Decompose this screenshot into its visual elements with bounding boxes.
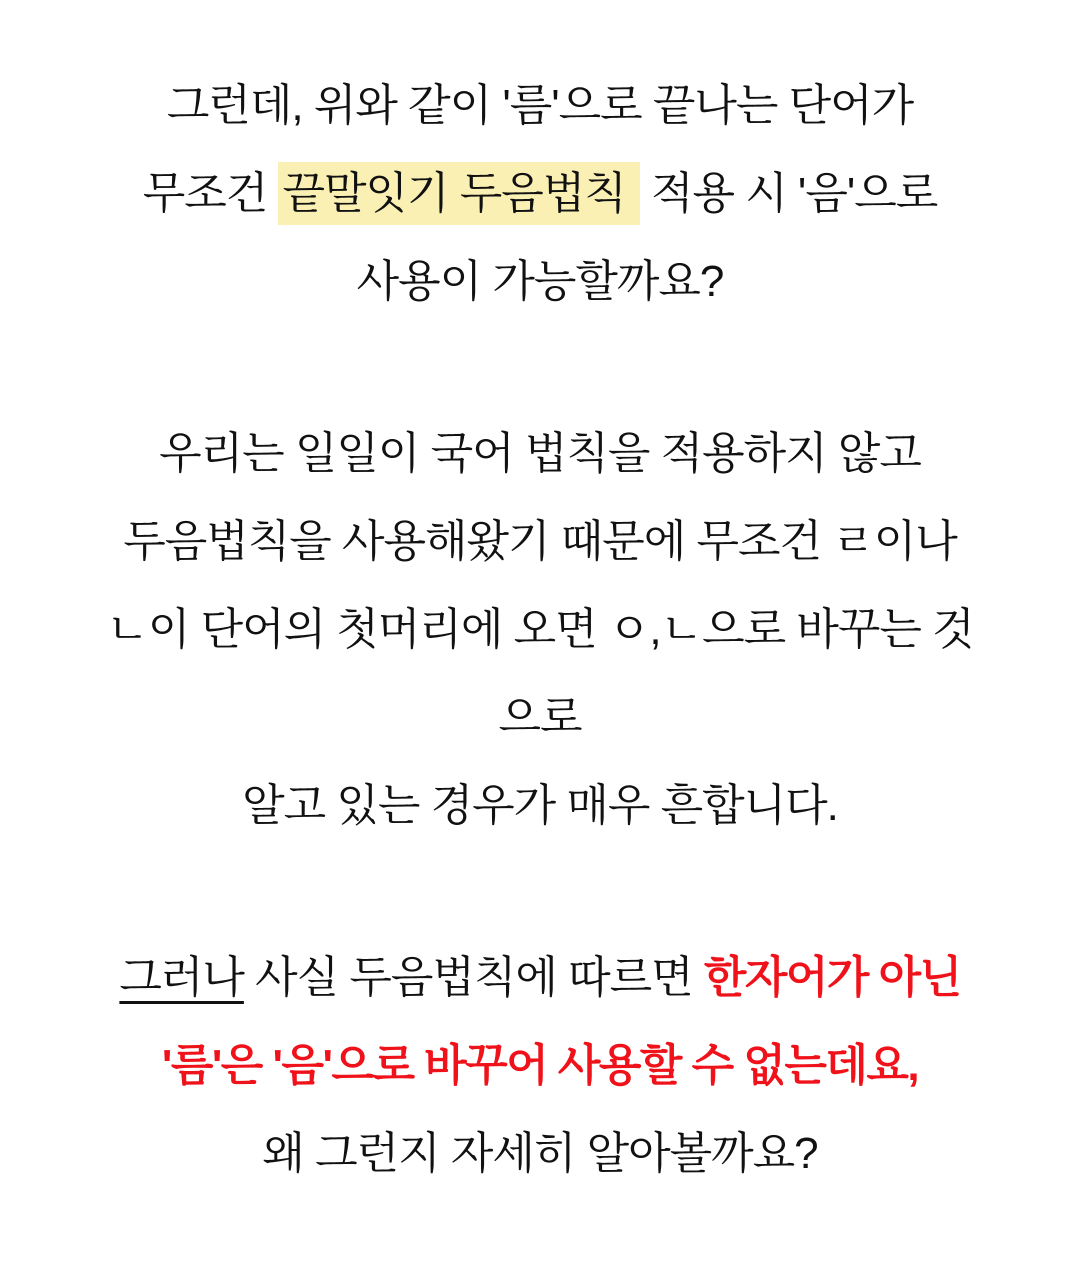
text-line [40,238,1040,326]
body-text: 사실 두음법칙에 따르면 [243,953,704,1002]
paragraph [40,62,1040,326]
text-line [40,934,1040,1022]
red-emphasis-text: '름'은 '음'으로 바꾸어 사용할 수 없는데요, [161,1041,919,1090]
text-line [40,62,1040,150]
text-line [40,150,1040,238]
red-emphasis-text: 한자어가 아닌 [703,953,961,1002]
paragraph [40,934,1040,1198]
text-line [40,674,1040,762]
body-text: 으로 [498,693,582,742]
body-text: 왜 그런지 자세히 알아볼까요? [262,1129,818,1178]
paragraph [40,410,1040,850]
highlighted-text: 끝말잇기 두음법칙 [278,162,639,225]
text-line [40,1110,1040,1198]
body-text: ㄴ이 단어의 첫머리에 오면 ㅇ,ㄴ으로 바꾸는 것 [106,605,974,654]
body-text: 알고 있는 경우가 매우 흔합니다. [242,781,838,830]
body-text: 사용이 가능할까요? [356,257,724,306]
body-text: 무조건 [142,169,279,218]
underlined-text: 그러나 [119,953,244,1002]
text-line [40,762,1040,850]
text-line [40,410,1040,498]
text-line [40,498,1040,586]
body-text: 두음법칙을 사용해왔기 때문에 무조건 ㄹ이나 [123,517,957,566]
body-text: 적용 시 '음'으로 [639,169,938,218]
body-text: 그런데, 위와 같이 '름'으로 끝나는 단어가 [166,81,914,130]
body-text: 우리는 일일이 국어 법칙을 적용하지 않고 [159,429,921,478]
text-line [40,1022,1040,1110]
text-line [40,586,1040,674]
